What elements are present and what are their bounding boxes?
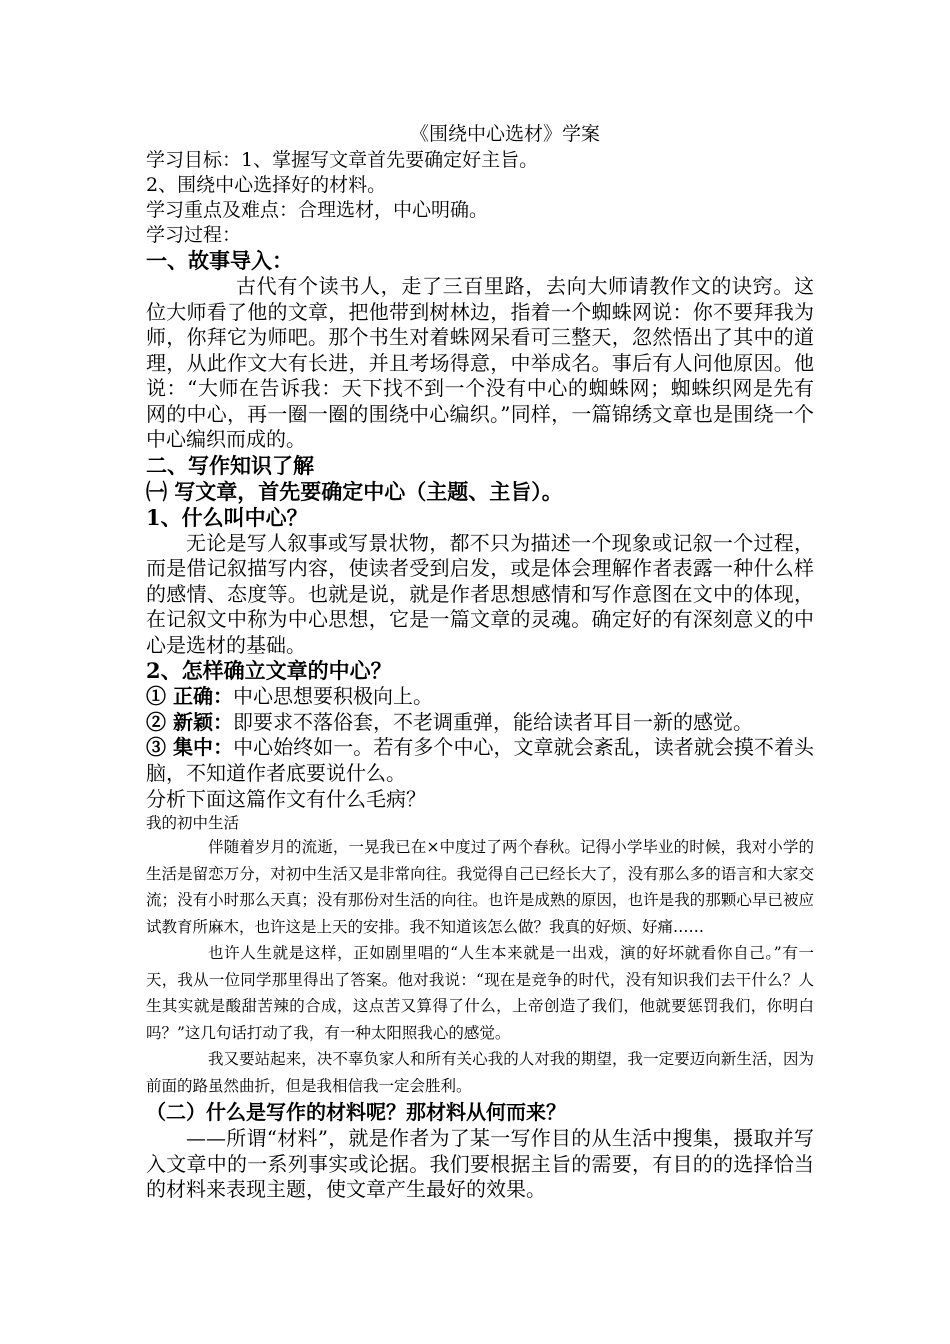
analyze-prompt: 分析下面这篇作文有什么毛病？ — [146, 787, 426, 811]
criterion-correct-label: ① 正确： — [146, 684, 233, 708]
criterion-focused-text: 中心始终如一。若有多个中心，文章就会紊乱，读者就会摸不着头脑，不知道作者底要说什么。 — [146, 735, 814, 785]
section-2-heading: 二、写作知识了解 — [146, 452, 314, 478]
learning-objective-2: 2、围绕中心选择好的材料。 — [146, 174, 387, 196]
subsection-1-heading: ㈠ 写文章，首先要确定中心（主题、主旨）。 — [146, 478, 563, 504]
learning-process-label: 学习过程： — [146, 224, 242, 246]
material-definition: ——所谓“材料”，就是作者为了某一写作目的从生活中搜集，摄取并写入文章中的一系列事实或论据。我们要根据主旨的需要，有目的的选择恰当的材料来表现主题，使文章产生最好的效果。 — [146, 1126, 814, 1201]
section-1-heading: 一、故事导入： — [146, 248, 293, 273]
criterion-novel — [146, 710, 814, 736]
page-title: 《围绕中心选材》学案 — [409, 123, 600, 145]
question-2-heading: 2、怎样确立文章的中心？ — [146, 658, 392, 683]
subsection-2-heading: （二）什么是写作的材料呢？那材料从何而来？ — [146, 1100, 566, 1124]
question-1-heading: 1、什么叫中心？ — [146, 504, 308, 530]
essay-paragraph-3: 我又要站起来，决不辜负家人和所有关心我的人对我的期望，我一定要迈向新生活，因为前面的路虽然曲折，但是我相信我一定会胜利。 — [146, 1050, 814, 1095]
criterion-focused — [146, 735, 814, 786]
learning-objective-1: 学习目标：1、掌握写文章首先要确定好主旨。 — [146, 149, 539, 171]
document-content — [146, 120, 814, 1203]
story-paragraph: 古代有个读书人，走了三百里路，去向大师请教作文的诀窍。这位大师看了他的文章，把他带到树林边，指着一个蜘蛛网说：你不要拜我为师，你拜它为师吧。那个书生对着蛛网呆看可三整天，忽然悟出了其中的道理，从此作文大有长进，并且考场得意，中举成名。事后有人问他原因。他说：“大师在告诉我：天下找不到一个没有中心的蜘蛛网；蜘蛛织网是先有网的中心，再一圈一圈的围绕中心编织。”同样，一篇锦绣文章也是围绕一个中心编织而成的。 — [146, 274, 814, 451]
essay-paragraph-1: 伴随着岁月的流逝，一晃我已在×中度过了两个春秋。记得小学毕业的时候，我对小学的生活是留恋万分，对初中生活又是非常向往。我觉得自己已经长大了，没有那么多的语言和大家交流；没有小时那么天真；没有那份对生活的向往。也许是成熟的原因，也许是我的那颗心早已被应试教育所麻木，也许这是上天的安排。我不知道该怎么做？我真的好烦、好痛…… — [146, 838, 814, 936]
criterion-correct-text: 中心思想要积极向上。 — [232, 684, 433, 708]
question-1-text: 无论是写人叙事或写景状物，都不只为描述一个现象或记叙一个过程，而是借记叙描写内容，使读者受到启发，或是体会理解作者表露一种什么样的感情、态度等。也就是说，就是作者思想感情和写作意图在文中的体现，在记叙文中称为中心思想，它是一篇文章的灵魂。确定好的有深刻意义的中心是选材的基础。 — [146, 530, 814, 657]
essay-paragraph-2: 也许人生就是这样，正如剧里唱的“人生本来就是一出戏，演的好坏就看你自己。”有一天，我从一位同学那里得出了答案。他对我说：“现在是竞争的时代，没有知识我们去干什么？人生其实就是酸甜苦辣的合成，这点苦又算得了什么，上帝创造了我们，他就要惩罚我们，你明白吗？”这几句话打动了我，有一种太阳照我心的感觉。 — [146, 944, 814, 1042]
key-points: 学习重点及难点：合理选材，中心明确。 — [146, 199, 489, 221]
essay-title: 我的初中生活 — [146, 814, 240, 832]
criterion-novel-text: 即要求不落俗套，不老调重弹，能给读者耳目一新的感觉。 — [232, 709, 753, 734]
criterion-focused-label: ③ 集中： — [146, 735, 234, 759]
criterion-correct — [146, 684, 814, 710]
criterion-novel-label: ② 新颖： — [146, 709, 233, 734]
